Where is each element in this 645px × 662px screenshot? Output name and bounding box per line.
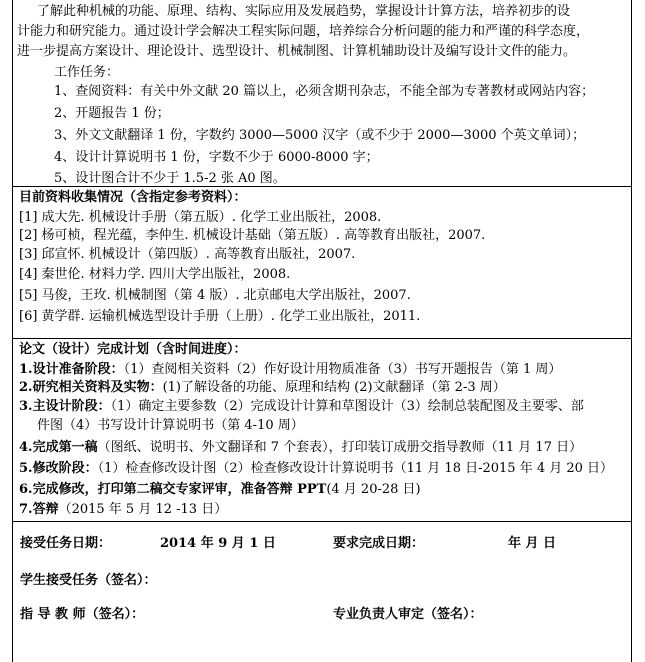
advisor-signature-label: 指 导 教 师（签名）： xyxy=(20,607,145,622)
task-item-5: 5、设计图合计不少于 1.5-2 张 A0 图。 xyxy=(54,171,286,186)
ref-item-5: [5] 马俊，王玫. 机械制图（第 4 版）. 北京邮电大学出版社，2007. xyxy=(19,288,411,303)
plan-item-6 xyxy=(19,482,421,498)
accept-date-value: 2014 年 9 月 1 日 xyxy=(160,536,276,551)
section-divider xyxy=(12,338,632,339)
section-divider xyxy=(12,186,632,187)
plan-item-1 xyxy=(19,362,561,378)
task-item-3: 3、外文文献翻译 1 份，字数约 3000—5000 汉字（或不少于 2000—3000 个英文单词）； xyxy=(54,128,586,143)
ref-item-4: [4] 秦世伦. 材料力学. 四川大学出版社，2008. xyxy=(19,267,291,282)
tasks-title: 工作任务： xyxy=(54,65,120,80)
plan-item-body: 件图（4）书写设计计算说明书（第 4-10 周） xyxy=(37,418,304,433)
plan-item-head: 2.研究相关资料及实物： xyxy=(19,380,163,395)
student-signature-label: 学生接受任务（签名）： xyxy=(20,573,157,588)
plan-item-head: 5.修改阶段： xyxy=(19,461,98,476)
plan-item-head: 6.完成修改，打印第二稿交专家评审，准备答辩 PPT xyxy=(19,482,327,497)
task-item-4: 4、设计计算说明书 1 份，字数不少于 6000-8000 字； xyxy=(54,150,379,165)
plan-item-4 xyxy=(19,440,582,456)
intro-line-1: 了解此种机械的功能、原理、结构、实际应用及发展趋势，掌握设计计算方法，培养初步的设 xyxy=(37,4,571,19)
director-signature-label: 专业负责人审定（签名）： xyxy=(333,607,483,622)
plan-title: 论文（设计）完成计划（含时间进度）： xyxy=(19,342,247,357)
plan-item-3 xyxy=(19,399,584,415)
section-divider xyxy=(12,521,632,522)
plan-item-body: （1）查阅相关资料（2）作好设计用物质准备（3）书写开题报告（第 1 周） xyxy=(123,362,562,377)
ref-item-1: [1] 成大先. 机械设计手册（第五版）. 化学工业出版社，2008. xyxy=(19,210,382,225)
accept-date-label: 接受任务日期： xyxy=(20,536,112,551)
plan-item-body: （图纸、说明书、外文翻译和 7 个套表），打印装订成册交指导教师（11 月 17 日） xyxy=(97,440,583,455)
task-item-2: 2、开题报告 1 份； xyxy=(54,106,170,121)
ref-item-2: [2] 杨可桢，程光蕴，李仲生. 机械设计基础（第五版）. 高等教育出版社，2007. xyxy=(19,228,486,243)
plan-item-5 xyxy=(19,461,613,477)
plan-item-body: (1)了解设备的功能、原理和结构 (2)文献翻译（第 2-3 周） xyxy=(162,380,506,395)
due-date-label: 要求完成日期： xyxy=(333,536,425,551)
plan-item-7 xyxy=(19,502,227,518)
plan-item-body: （2015 年 5 月 12 -13 日） xyxy=(58,502,228,517)
plan-item-head: 1.设计准备阶段： xyxy=(19,362,124,377)
ref-item-3: [3] 邱宣怀. 机械设计（第四版）. 高等教育出版社，2007. xyxy=(19,247,356,262)
plan-item-head: 7.答辩 xyxy=(19,502,59,517)
task-item-1: 1、查阅资料：有关中外文献 20 篇以上，必须含期刊杂志，不能全部为专著教材或网站内容； xyxy=(54,84,595,99)
plan-item-body: （1）检查修改设计图（2）检查修改设计计算说明书（11 月 18 日-2015 年 4 月 20 日） xyxy=(97,461,614,476)
intro-line-2: 计能力和研究能力。通过设计学会解决工程实际问题，培养综合分析问题的能力和严谨的科学态度， xyxy=(17,24,590,39)
intro-line-3: 进一步提高方案设计、理论设计、选型设计、机械制图、计算机辅助设计及编写设计文件的能力。 xyxy=(17,44,577,59)
refs-title: 目前资料收集情况（含指定参考资料）： xyxy=(19,190,247,205)
plan-item-body: (4 月 20-28 日) xyxy=(326,482,421,497)
plan-item-head: 3.主设计阶段： xyxy=(19,399,111,414)
plan-item-head: 4.完成第一稿 xyxy=(19,440,98,455)
ref-item-6: [6] 黄学群. 运输机械选型设计手册（上册）. 化学工业出版社，2011. xyxy=(19,309,421,324)
due-date-value: 年 月 日 xyxy=(508,536,557,551)
plan-item-body: （1）确定主要参数（2）完成设计计算和草图设计（3）绘制总装配图及主要零、部 xyxy=(110,399,584,414)
plan-item-2 xyxy=(19,380,506,396)
plan-item-3-cont xyxy=(37,418,304,434)
